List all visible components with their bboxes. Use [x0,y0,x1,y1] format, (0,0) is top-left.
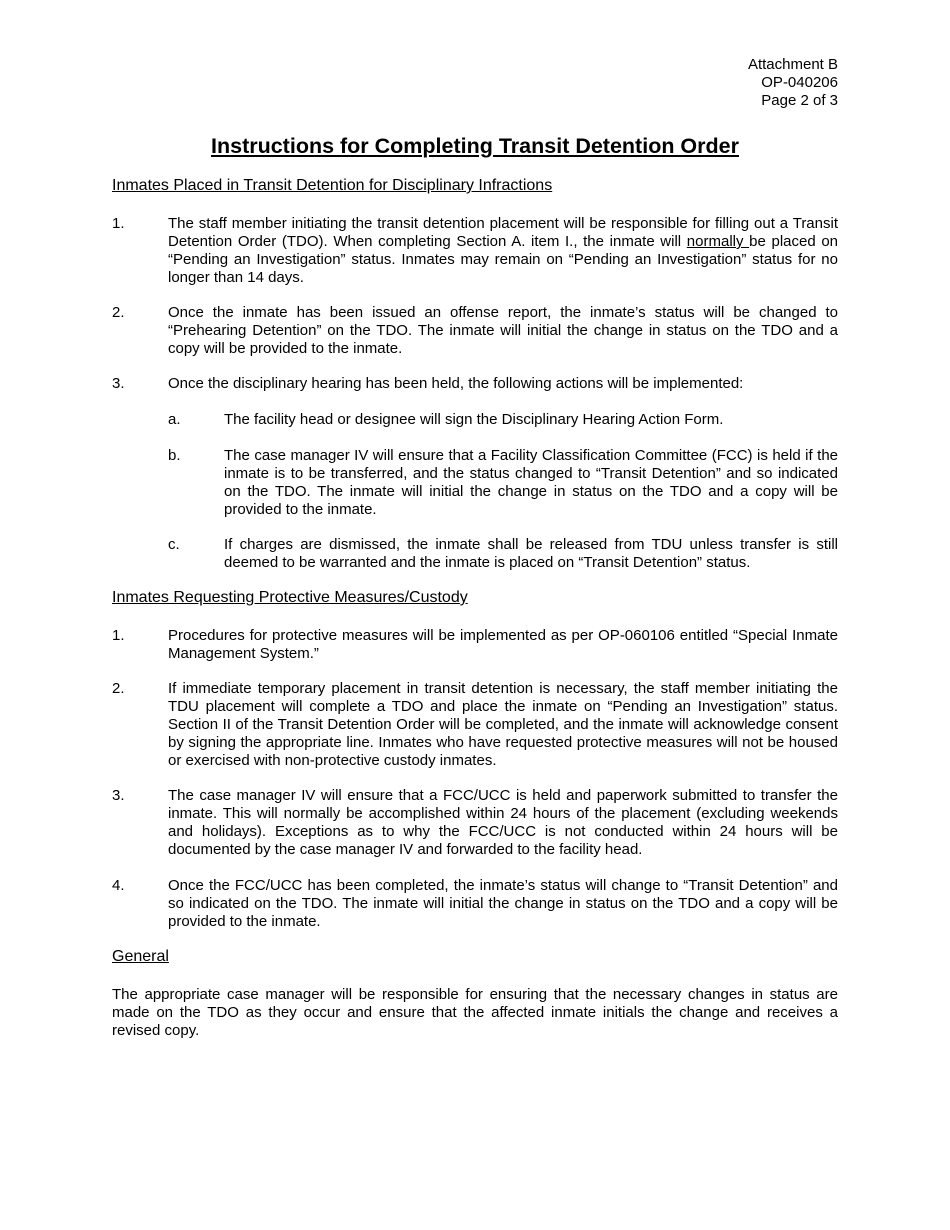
item-text: The case manager IV will ensure that a FCC/UCC is held and paperwork submitted to transfer the inmate. This will normally be accomplished within 24 hours of the placement (excluding weekends and holidays). Exceptions as to why the FCC/UCC is not conducted within 24 hours will be documented by the case manager IV and forwarded to the facility head. [168,787,838,858]
item-text: Procedures for protective measures will be implemented as per OP-060106 entitled “Special Inmate Management System.” [168,627,838,662]
item-text: Once the inmate has been issued an offense report, the inmate’s status will be changed to “Prehearing Detention” on the TDO. The inmate will initial the change in status on the TDO and a copy will be provided to the inmate. [168,304,838,357]
document-header [748,56,838,110]
sub-item-text: The case manager IV will ensure that a Facility Classification Committee (FCC) is held if the inmate is to be transferred, and the status changed to “Transit Detention” and so indicated on the TDO. The inmate will initial the change in status on the TDO and a copy will be provided to the inmate. [224,447,838,518]
item-text: Once the disciplinary hearing has been held, the following actions will be implemented: [168,375,744,392]
item-number: 2. [112,680,125,697]
document-title: Instructions for Completing Transit Detention Order [211,134,739,158]
item-text: If immediate temporary placement in transit detention is necessary, the staff member initiating the TDU placement will complete a TDO and place the inmate on “Pending an Investigation” status. Section II of the Transit Detention Order will be completed, and the inmate will acknowledge consent by signing the appropriate line. Inmates who have requested protective measures will not be housed or exercised with non-protective custody inmates. [168,680,838,769]
general-paragraph: The appropriate case manager will be responsible for ensuring that the necessary changes in status are made on the TDO as they occur and ensure that the affected inmate initials the change and receives a revised copy. [112,986,838,1039]
item-number: 2. [112,304,125,321]
item-number: 1. [112,627,125,644]
item-number: 3. [112,375,125,392]
sub-item-letter: c. [168,536,180,553]
section-heading-disciplinary: Inmates Placed in Transit Detention for Disciplinary Infractions [112,177,553,194]
item-number: 1. [112,215,125,232]
sub-item-text: If charges are dismissed, the inmate shall be released from TDU unless transfer is still deemed to be warranted and the inmate is placed on “Transit Detention” status. [224,536,838,571]
section-heading-general: General [112,948,169,965]
attachment-label: Attachment B [747,56,838,73]
sub-item-letter: a. [168,411,181,428]
page-number: Page 2 of 3 [761,92,838,109]
item-text: The staff member initiating the transit detention placement will be responsible for filling out a Transit Detention Order (TDO). When completing Section A. item I., the inmate will normally be placed on “Pending an Investigation” status. Inmates may remain on “Pending an Investigation” status for no longer than 14 days. [168,215,839,286]
document-number: OP-040206 [761,74,838,91]
section-heading-protective: Inmates Requesting Protective Measures/Custody [112,589,468,606]
item-number: 4. [112,877,125,894]
sub-item-text: The facility head or designee will sign the Disciplinary Hearing Action Form. [224,411,724,428]
item-number: 3. [112,787,125,804]
sub-item-letter: b. [168,447,181,464]
item-text: Once the FCC/UCC has been completed, the inmate’s status will change to “Transit Detention” and so indicated on the TDO. The inmate will initial the change in status on the TDO and a copy will be provided to the inmate. [168,877,838,930]
